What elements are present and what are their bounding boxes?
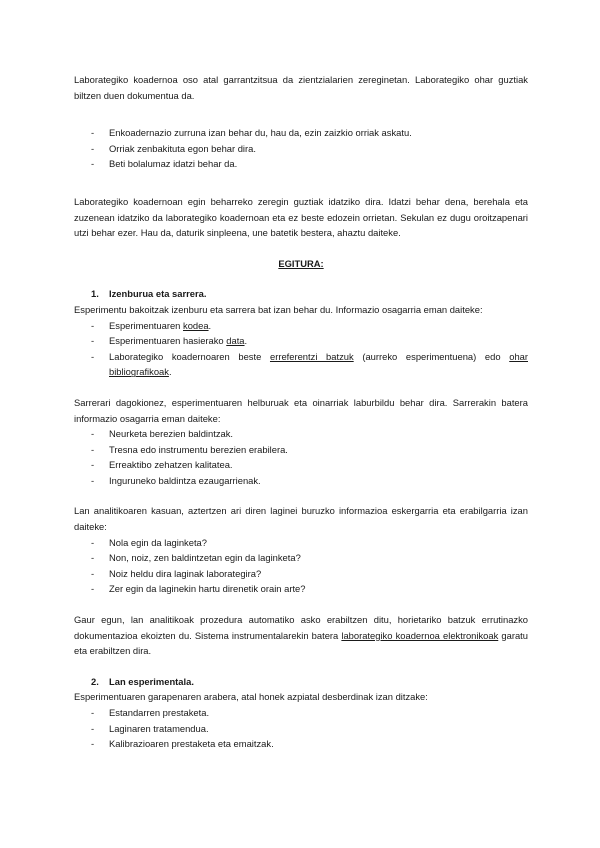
section-1-conditions-list (74, 426, 528, 488)
list-item: - Esperimentuaren hasierako data. (74, 333, 528, 349)
section-1-info-list (74, 318, 528, 380)
section-2-number: 2. (91, 675, 99, 687)
list-item: - Beti bolalumaz idatzi behar da. (74, 156, 528, 172)
list-item: - Non, noiz, zen baldintzetan egin da laginketa? (74, 550, 528, 566)
section-1-sample-questions-list (74, 535, 528, 597)
section-1-paragraph-1: Esperimentu bakoitzak izenburu eta sarrera bat izan behar du. Informazio osagarria eman daiteke: (74, 303, 483, 315)
section-1-paragraph-3: Lan analitikoaren kasuan, aztertzen ari diren laginei buruzko informazioa eskergarria eta erabilgarria izan daiteke: (74, 505, 528, 533)
list-item: - Inguruneko baldintza ezaugarrienak. (74, 473, 528, 489)
intro-paragraph-2: Laborategiko koadernoan egin beharreko zeregin guztiak idatziko dira. Idatzi behar dena, berehala eta zuzenean idatziko da laborategiko koadernoan eta ez beste edozein orrietan. Sekulan ez dugu oroitzapenari utzi behar ezer. Hau da, daturik sinpleena, une batetik bestera, ahaztu daiteke. (74, 195, 528, 239)
list-item: - Orriak zenbakituta egon behar dira. (74, 141, 528, 157)
section-1-paragraph-2: Sarrerari dagokionez, esperimentuaren helburuak eta oinarriak laburbildu behar dira. Sarrerakin batera informazio osagarria eman daiteke: (74, 396, 528, 424)
section-1-paragraph-4: Gaur egun, lan analitikoak prozedura automatiko asko erabiltzen ditu, horietariko batzuk errutinazko dokumentazioa ekoizten du. Sistema instrumentalarekin batera laborategiko koadernoa elektronikoak garatu eta erabiltzen dira. (74, 614, 528, 657)
list-item: - Zer egin da laginekin hartu direnetik orain arte? (74, 581, 528, 597)
section-1-number: 1. (91, 288, 99, 300)
list-item: - Enkoadernazio zurruna izan behar du, hau da, ezin zaizkio orriak askatu. (74, 125, 528, 141)
intro-bullet-list (74, 125, 528, 172)
list-item: - Neurketa berezien baldintzak. (74, 426, 528, 442)
list-item: - Kalibrazioaren prestaketa eta emaitzak. (74, 736, 528, 752)
intro-paragraph-1: Laborategiko koadernoa oso atal garrantzitsua da zientzialarien zereginetan. Laborategiko ohar guztiak biltzen duen dokumentua da. (74, 74, 528, 101)
bibliography-link[interactable]: ohar bibliografikoak (109, 350, 528, 378)
list-item: - Noiz heldu dira laginak laborategira? (74, 566, 528, 582)
list-item: - Tresna edo instrumentu berezien erabilera. (74, 442, 528, 458)
list-item: - Erreaktibo zehatzen kalitatea. (74, 457, 528, 473)
references-link[interactable]: erreferentzi batzuk (269, 350, 354, 362)
section-2-title: Lan esperimentala. (109, 675, 194, 687)
section-2-paragraph-1: Esperimentuaren garapenaren arabera, atal honek azpiatal desberdinak izan ditzake: (74, 691, 428, 703)
electronic-notebook-link[interactable]: laborategiko koadernoa elektronikoak (341, 629, 499, 641)
section-1-heading (74, 286, 528, 302)
structure-heading: EGITURA: (278, 257, 324, 269)
document-page (74, 72, 528, 752)
list-item: - Estandarren prestaketa. (74, 705, 528, 721)
code-link[interactable]: kodea (183, 319, 209, 331)
section-2-heading (74, 674, 528, 690)
list-item: - Laginaren tratamendua. (74, 721, 528, 737)
list-item: - Esperimentuaren kodea. (74, 318, 528, 334)
date-link[interactable]: data (226, 335, 245, 347)
list-item: - Nola egin da laginketa? (74, 535, 528, 551)
section-2-subsections-list (74, 705, 528, 752)
list-item: - Laborategiko koadernoaren beste erreferentzi batzuk (aurreko esperimentuena) edo ohar bibliografikoak. (74, 349, 528, 380)
section-1-title: Izenburua eta sarrera. (109, 288, 207, 300)
